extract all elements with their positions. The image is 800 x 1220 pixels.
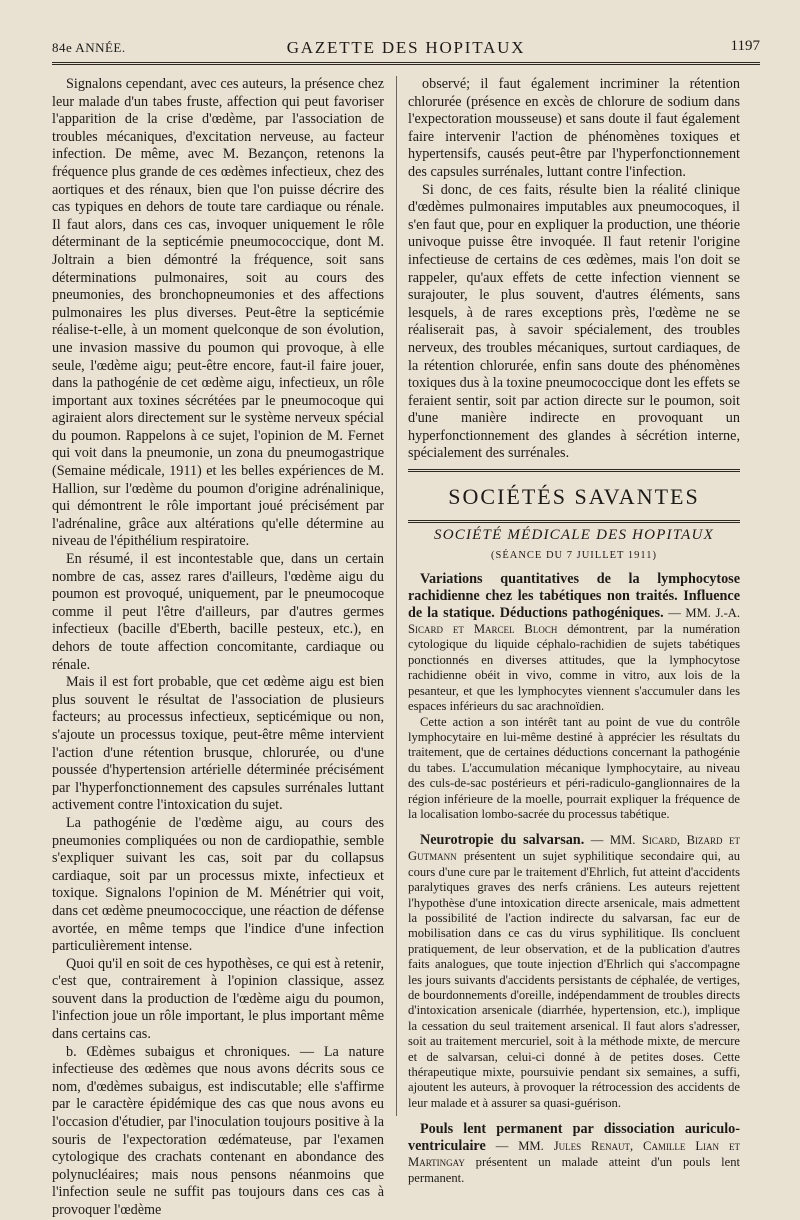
journal-title: GAZETTE DES HOPITAUX — [286, 38, 526, 57]
article-authors: — MM. Sicard, Bizard et Gutmann — [408, 833, 740, 864]
page-number: 1197 — [730, 38, 760, 54]
article-authors: — MM. J.-A. Sicard et Marcel Bloch — [408, 606, 741, 637]
left-paragraph-6: b. Œdèmes subaigus et chroniques. — La nature infectieuse des œdèmes que nous avons décrits sous ce nom, d'œdèmes subaigus, est indiscutable; elle s'affirme par le caractère épidémique des cas que nous avons eu l'occasion d'étudier, par l'inoculation toujours positive à la souris de l'expectoration œdémateuse, par l'examen cytologique des crachats contenant en abondance des polynucléaires; mais nous pensons néanmoins que l'infection seule ne suffit pas toujours dans ces cas à provoquer l'œdème — [52, 1043, 384, 1218]
article-lymphocytose — [408, 571, 740, 822]
left-paragraph-4: La pathogénie de l'œdème aigu, au cours des pneumonies compliquées ou non de cardiopathie, semble s'expliquer suivant les cas, soit par du collapsus cardiaque, soit par un processus mixte, infectieux et toxique. Signalons l'opinion de M. Ménétrier qui voit, dans cet œdème pneumococcique, une réaction de défense avortée, en même temps que l'indice d'une infection particulièrement intense. — [52, 814, 384, 955]
left-paragraph-2: En résumé, il est incontestable que, dans un certain nombre de cas, assez rares d'ailleurs, l'œdème aigu du poumon est provoqué, uniquement, par le pneumocoque comme il peut l'être d'ailleurs, par d'autres germes infectieux (bacille d'Eberth, bacille pesteux, etc.), en dehors de toute affection concomitante, cardiaque ou rénale. — [52, 551, 384, 673]
article-pouls-lent-lead — [408, 1121, 740, 1186]
article-text: présentent un sujet syphilitique secondaire qui, au cours d'une cure par le traitement d'Ehrlich, fut atteint d'accidents paralytiques graves des nerfs crâniens. Les auteurs rejettent l'hypothèse d'une intoxication directe arsenicale, mais admettent la possibilité de l'action indirecte du salvarsan, fac eur de mobilisation dans ce cas du virus syphilitique. Ils concluent pratiquement, de leur observation, et de la publication d'autres faits analogues, que toute injection d'Ehrlich qui s'accompagne les jours suivants d'accidents persistants de céphalée, de vertiges, de bourdonnements d'oreille, indépendamment de troubles directs d'intoxication arsenicale (diarrhée, hypertension, etc.), implique la cessation du seul traitement arsenical. Il faut alors s'adresser, soit au traitement mercuriel, soit à la méthode mixte, de mercure et de salvarsan, celui-ci donné à de petites doses. Cette thérapeutique mixte, poursuivie pendant six semaines, a suffi, ajoutent les auteurs, à provoquer la rétrocession des accidents de leur malade et à assurer sa quasi-guérison. — [408, 849, 740, 1110]
right-column — [408, 76, 741, 1185]
article-title: Neurotropie du salvarsan. — [420, 832, 585, 849]
article-salvarsan-lead — [408, 832, 740, 1111]
article-salvarsan — [408, 832, 740, 1111]
article-lymphocytose-lead — [408, 571, 740, 714]
column-divider — [396, 76, 397, 1116]
article-text: présentent un malade atteint d'un pouls lent permanent. — [408, 1155, 740, 1185]
article-authors: — MM. Jules Renaut, Camille Lian et Martingay — [408, 1139, 740, 1170]
article-text: démontrent, par la numération cytologique du liquide céphalo-rachidien de sujets tabétiques ponctionnés en diverses attitudes, que la lymphocytose rachidienne obéit in vivo, comme in vitro, aux lois de la pesanteur, et que les lymphocytes viennent s'accumuler dans les espaces inférieurs du sac arachnoïdien. — [408, 622, 740, 714]
left-column — [52, 76, 384, 1218]
year-label: 84e ANNÉE. — [52, 40, 126, 55]
right-paragraph-2: Si donc, de ces faits, résulte bien la réalité clinique d'œdèmes pulmonaires imputables aux pneumocoques, il s'en faut que, pour en expliquer la production, une théorie univoque puisse être invoquée. Il faut retenir l'origine infectieuse de certains de ces œdèmes, mais l'on doit se rappeler, qu'aux effets de cette infection viennent se surajouter, le plus souvent, d'autres éléments, sans lesquels, à de rares exceptions près, l'œdème ne se réaliserait pas, à savoir spécialement, des troubles nerveux, des troubles mécaniques, surtout cardiaques, de la rétention chlorurée, enfin sans doute des phénomènes toxiques dus à la toxine pneumococcique dont les effets se feraient sentir, soit par action directe sur le poumon, soit d'une manière indirecte en provoquant un hyperfonctionnement des glandes à sécrétion interne, spécialement des surrénales. — [408, 181, 740, 462]
session-date: (SÉANCE DU 7 JUILLET 1911) — [491, 550, 657, 562]
left-paragraph-5: Quoi qu'il en soit de ces hypothèses, ce qui est à retenir, c'est que, contrairement à l'opinion classique, assez souvent dans la production de l'œdème aigu du poumon, l'infection joue un rôle important, le plus important même dans certains cas. — [52, 955, 384, 1043]
section-rule — [408, 469, 740, 472]
text-columns — [52, 76, 760, 1218]
left-paragraph-3: Mais il est fort probable, que cet œdème aigu est bien plus souvent le résultat de l'association de plusieurs facteurs; au processus infectieux, septicémique ou non, s'ajoute un processus toxique, peut-être même intervient l'action d'une rétention brusque, chlorurée, ou d'une poussée d'hypertension artérielle déterminée précisément par l'hyperfonctionnement des capsules surrénales luttant activement contre l'intoxication du sujet. — [52, 674, 384, 814]
article-title: Pouls lent permanent par dissociation auriculo-ventriculaire — [408, 1121, 740, 1155]
article-title: Variations quantitatives de la lymphocytose rachidienne chez les tabétiques non traités. Influence de la statique. Déductions pathogéniques. — [408, 571, 740, 622]
left-paragraph-1: Signalons cependant, avec ces auteurs, la présence chez leur malade d'un tabes fruste, affection qui peut favoriser l'apparition de la crise d'œdème, par l'association de troubles mécaniques, d'excitation nerveuse, au facteur infection. De même, avec M. Bezançon, retenons la fréquence plus grande de ces œdèmes infectieux, chez des aortiques et des rénaux, bien que l'on puisse décrire des cas typiques en dehors de toute tare cardiaque ou rénale. Il faut alors, dans ces cas, invoquer uniquement le rôle déterminant de la septicémie pneumococcique, dont M. Joltrain a bien démontré la fréquence, soit sans déterminations pulmonaires, soit au cours des pneumonies, des bronchopneumonies et des affections pulmonaires les plus diverses. Peut-être la septicémie réalise-t-elle, à un moment quelconque de son évolution, une invasion massive du poumon qui provoque, à elle seule, l'œdème aigu; peut-être encore, faut-il faire jouer, dans la pathogénie de cet œdème aigu, infectieux, un rôle important aux toxines sécrétées par le pneumocoque qui agiraient alors directement sur le système nerveux spécial du poumon. Rappelons à ce sujet, l'opinion de M. Fernet qui voit dans la pneumonie, un zona du pneumogastrique (Semaine médicale, 1911) et les belles expériences de M. Hallion, sur l'œdème du poumon d'origine adrénalinique, qui démontrent le rôle important joué précisément par l'adrénaline, grâce aux altérations qu'elle détermine au niveau de l'épithélium respiratoire. — [52, 76, 384, 550]
society-title: SOCIÉTÉ MÉDICALE DES HOPITAUX — [434, 527, 714, 544]
right-paragraph-1: observé; il faut également incriminer la rétention chlorurée (présence en excès de chlorure de sodium dans l'expectoration mousseuse) et sans doute il faut également faire intervenir l'action de phénomènes toxiques et hypertensifs, causés peut-être par l'hyperfonctionnement des capsules surrénales, luttant contre l'infection. — [408, 76, 740, 180]
section-title: SOCIÉTÉS SAVANTES — [448, 484, 700, 510]
section-rule-bottom — [408, 520, 740, 523]
article-pouls-lent — [408, 1121, 740, 1186]
running-head — [52, 34, 760, 65]
article-lymphocytose-p2: Cette action a son intérêt tant au point de vue du contrôle lymphocytaire en lui-même destiné à apprécier les résultats du traitement, que de certaines déductions concernant la pathogénie du tabes. L'accumulation mécanique lymphocytaire, au niveau des culs-de-sac postérieurs et péri-radiculo-ganglionnaires de la région inférieure de la moelle, pourrait expliquer la fréquence de la localisation lombo-sacrée du processus tabétique. — [408, 714, 740, 821]
